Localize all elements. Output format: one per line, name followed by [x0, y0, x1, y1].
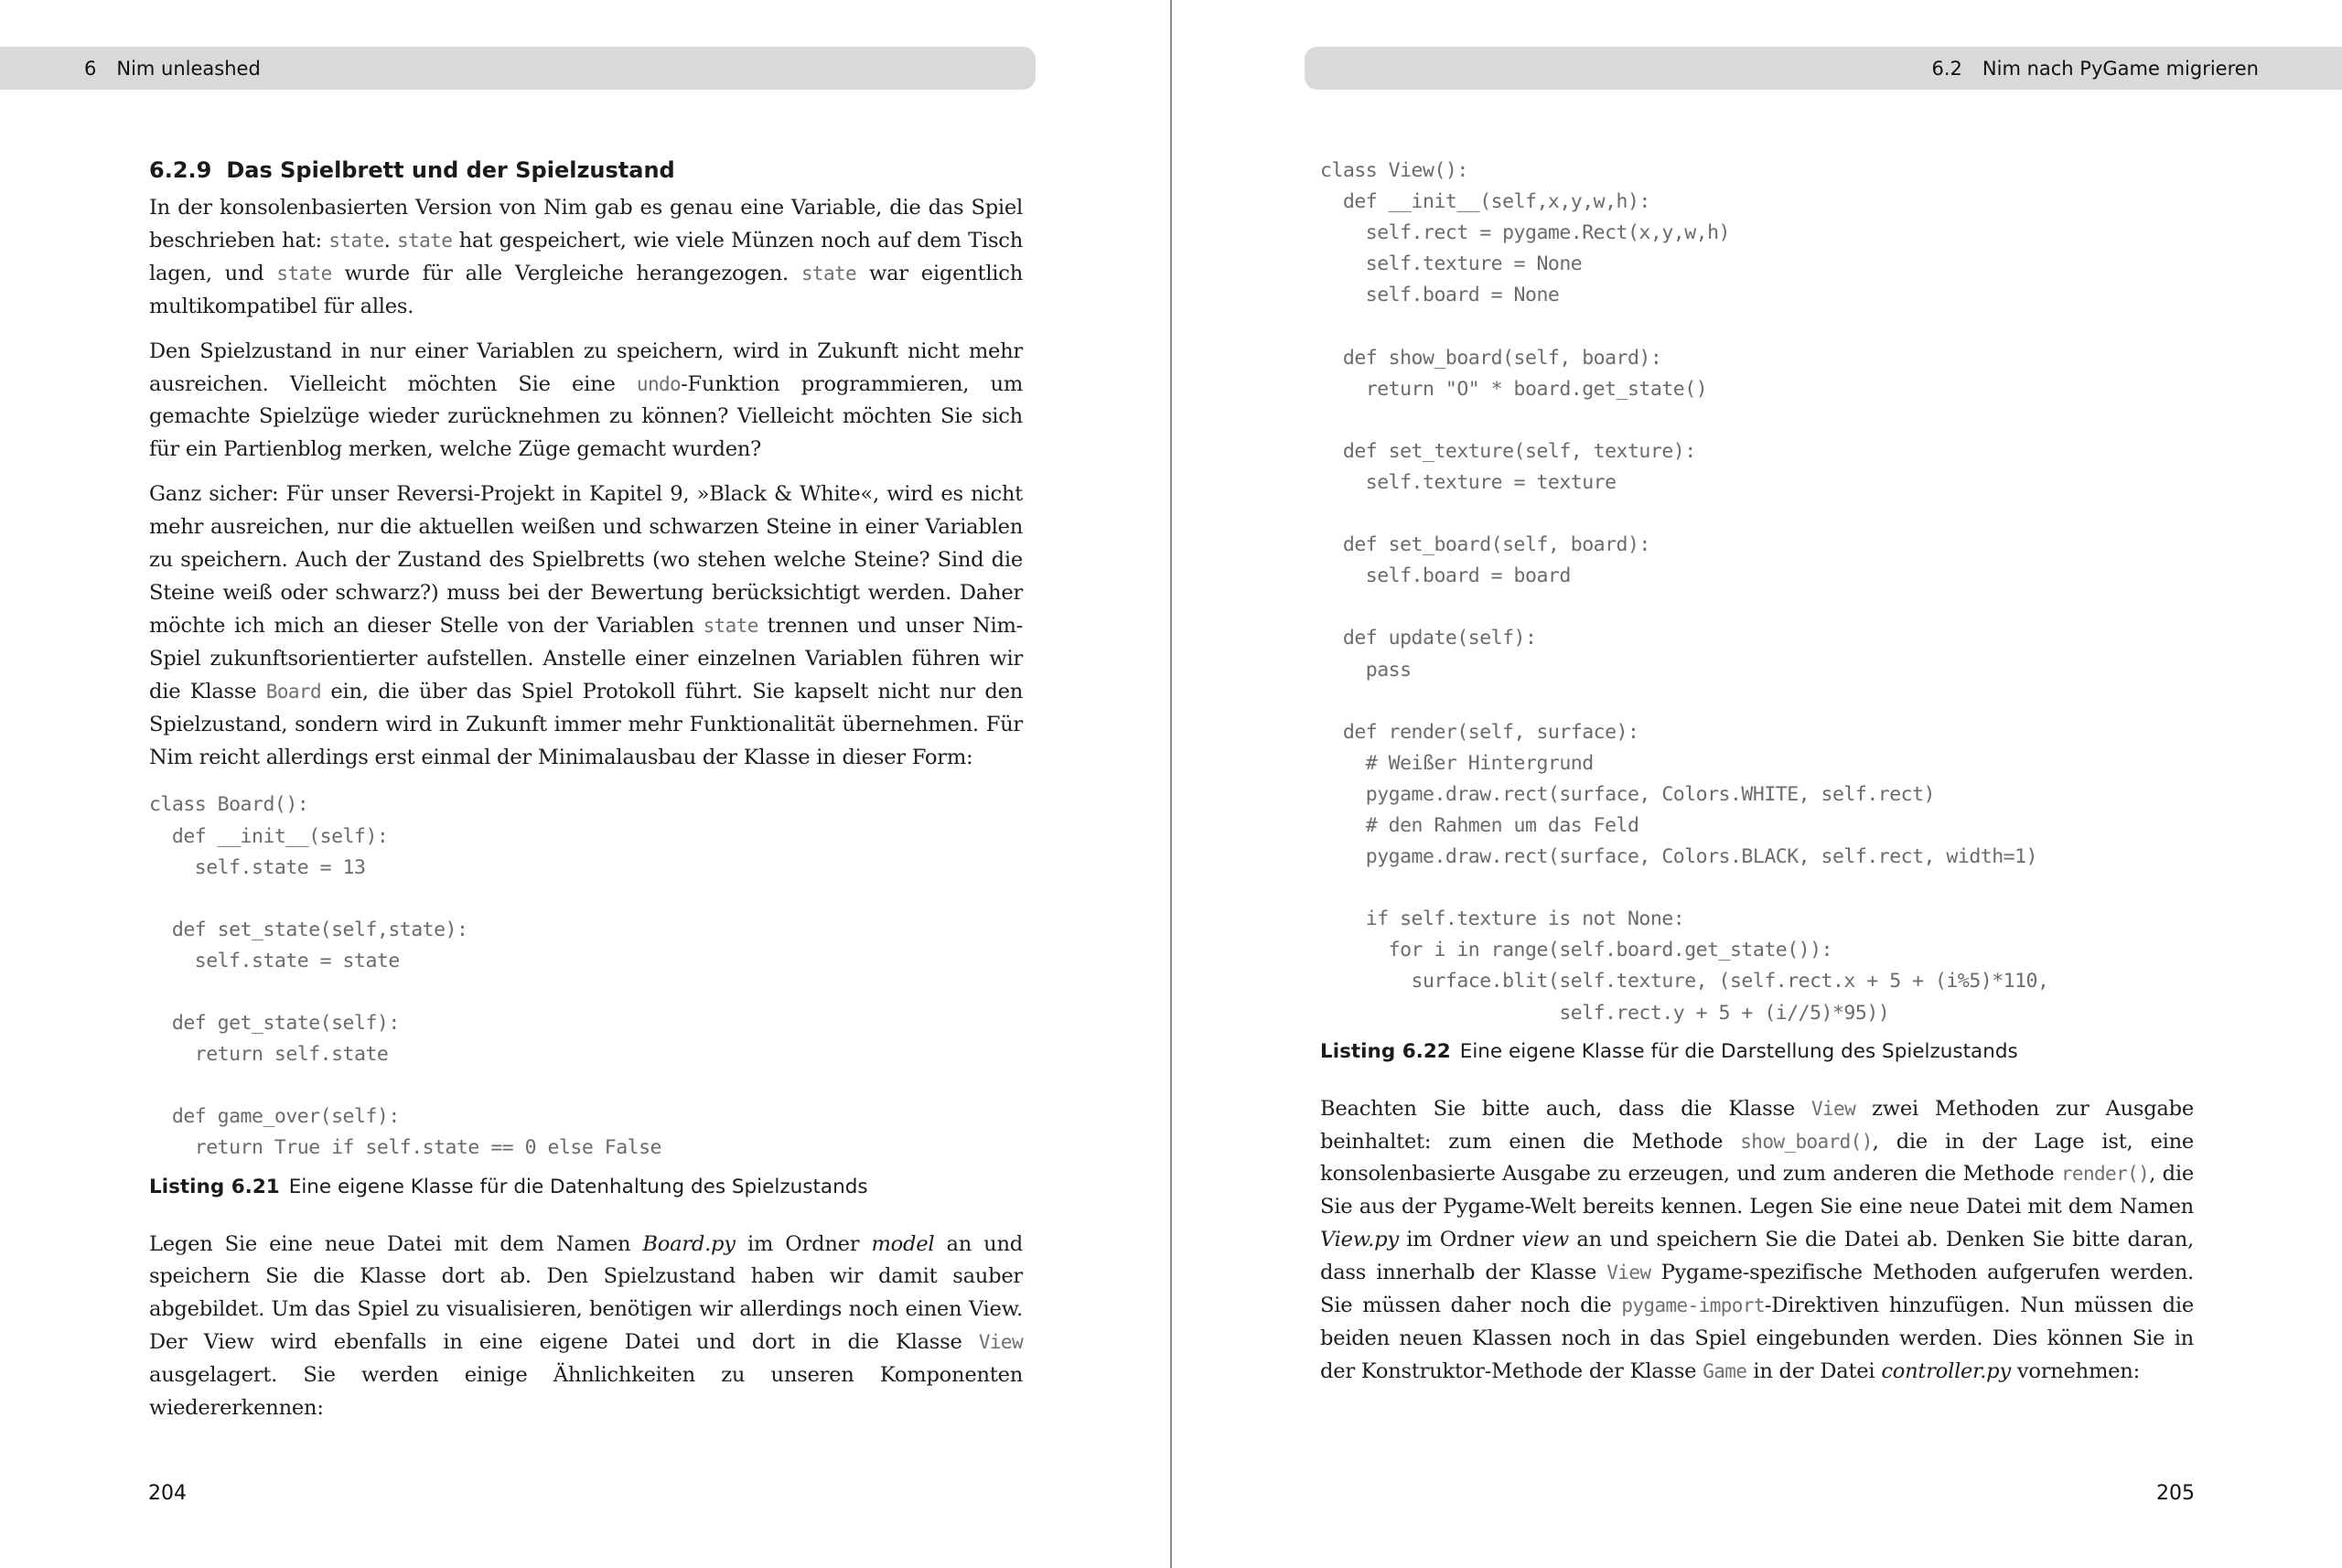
inline-code: View	[978, 1331, 1023, 1354]
text-run: ein, die über das Spiel Protokoll führt. Sie kapselt nicht nur den Spielzustand, sondern wird in Zukunft immer mehr Funktionalität übernehmen. Für Nim reicht allerdings erst einmal der Minimalausbau der Klasse in dieser Form:	[149, 679, 1023, 769]
inline-code: View	[1606, 1262, 1651, 1284]
filename: View.py	[1320, 1228, 1399, 1252]
code-line: self.state = state	[149, 949, 400, 972]
code-line: surface.blit(self.texture, (self.rect.x + 5 + (i%5)*110,	[1320, 970, 2049, 993]
code-line	[1320, 592, 2194, 623]
inline-code: undo	[636, 372, 682, 395]
text-run: Beachten Sie bitte auch, dass die Klasse	[1320, 1096, 1811, 1121]
paragraph	[1320, 1093, 2194, 1389]
code-line	[1320, 499, 2194, 530]
text-run: in der Datei	[1746, 1359, 1882, 1383]
code-line: def set_board(self, board):	[1320, 533, 1650, 557]
text-run: hat gespeichert, wie viele Münzen noch auf dem Tisch lagen, und	[149, 228, 1023, 285]
listing-label: Listing 6.21	[149, 1175, 280, 1198]
code-line	[1320, 405, 2194, 436]
inline-code: Board	[265, 680, 321, 703]
inline-code: state	[800, 262, 857, 285]
code-line	[1320, 873, 2194, 904]
section-number: 6.2	[1931, 57, 1962, 80]
text-run: vornehmen:	[2010, 1359, 2140, 1383]
text-run: Den Spielzustand in nur einer Variablen zu speichern, wird in Zukunft nicht mehr ausreichen. Vielleicht möchten Sie eine	[149, 338, 1023, 396]
code-line: def __init__(self,x,y,w,h):	[1320, 190, 1650, 214]
code-line: class Board():	[149, 793, 309, 817]
inline-code: state	[328, 229, 384, 252]
left-content	[149, 154, 1023, 1437]
code-line: if self.texture is not None:	[1320, 908, 1685, 931]
inline-code: Game	[1703, 1359, 1747, 1382]
right-page	[1172, 0, 2342, 1568]
code-line: def render(self, surface):	[1320, 720, 1639, 744]
text-run: , die in der Lage ist, eine konsolenbasierte Ausgabe zu erzeugen, und zum anderen die Methode	[1320, 1129, 2194, 1187]
text-run: , die Sie aus der Pygame-Welt bereits kennen. Legen Sie eine neue Datei mit dem Namen	[1320, 1162, 2194, 1219]
text-run: im Ordner	[1398, 1228, 1522, 1252]
text-run: .	[383, 228, 398, 252]
section-title: Das Spielbrett und der Spielzustand	[226, 157, 675, 183]
code-line: self.rect = pygame.Rect(x,y,w,h)	[1320, 221, 1730, 245]
code-line: def set_state(self,state):	[149, 918, 468, 941]
folder-name: view	[1521, 1228, 1569, 1252]
text-run: an und speichern Sie die Klasse dort ab. Den Spielzustand haben wir damit sauber abgebildet. Um das Spiel zu visualisieren, benötigen wir allerdings noch einen View. Der View wird ebenfalls in eine eigene Datei und dort in die Klasse	[149, 1231, 1023, 1355]
code-line: pass	[1320, 658, 1412, 682]
code-line: for i in range(self.board.get_state()):	[1320, 939, 1832, 962]
folder-name: model	[871, 1231, 935, 1256]
inline-code: pygame-import	[1621, 1294, 1765, 1317]
code-line: return self.state	[149, 1043, 389, 1067]
code-line: self.state = 13	[149, 855, 366, 879]
text-run: an und speichern Sie die Datei ab. Denken Sie bitte daran, dass innerhalb der Klasse	[1320, 1228, 2194, 1285]
right-content	[1320, 156, 2194, 1401]
page-number: 204	[148, 1482, 187, 1505]
code-line: return "O" * board.get_state()	[1320, 377, 1708, 401]
left-page	[0, 0, 1170, 1568]
inline-code: View	[1810, 1097, 1856, 1120]
listing-label: Listing 6.22	[1320, 1039, 1451, 1063]
code-line: self.rect.y + 5 + (i//5)*95))	[1320, 1001, 1890, 1025]
listing-caption-text: Eine eigene Klasse für die Datenhaltung des Spielzustands	[288, 1175, 868, 1198]
code-line: # Weißer Hintergrund	[1320, 751, 1594, 775]
text-run: war eigentlich multikompatibel für alles.	[149, 261, 1023, 318]
code-line: def __init__(self):	[149, 824, 389, 848]
filename: Board.py	[642, 1231, 736, 1256]
text-run: Ganz sicher: Für unser Reversi-Projekt in Kapitel 9, »Black & White«, wird es nicht mehr ausreichen, nur die aktuellen weißen und schwarzen Steine in einer Variablen zu speichern. Auch der Zustand des Spielbretts (wo stehen welche Steine? Sind die Steine weiß oder schwarz?) muss bei der Bewertung berücksichtigt werden. Daher möchte ich mich an dieser Stelle von der Variablen	[149, 482, 1023, 638]
code-line: pygame.draw.rect(surface, Colors.WHITE, self.rect)	[1320, 782, 1935, 806]
code-line: self.board = board	[1320, 564, 1571, 588]
paragraph	[149, 192, 1023, 324]
code-line: class View():	[1320, 159, 1468, 182]
inline-code: show_board()	[1740, 1130, 1873, 1153]
text-run: im Ordner	[735, 1231, 872, 1256]
chapter-number: 6	[84, 57, 97, 80]
inline-code: state	[397, 229, 453, 252]
paragraph	[149, 478, 1023, 774]
code-line	[149, 977, 1023, 1008]
inline-code: render()	[2060, 1163, 2150, 1186]
code-listing	[149, 789, 1023, 1164]
chapter-title: Nim unleashed	[116, 57, 261, 80]
listing-caption	[1320, 1036, 2194, 1068]
inline-code: state	[703, 614, 758, 637]
listing-caption	[149, 1172, 1023, 1203]
code-line: self.board = None	[1320, 284, 1560, 307]
code-line: pygame.draw.rect(surface, Colors.BLACK, self.rect, width=1)	[1320, 845, 2037, 869]
text-run: In der konsolenbasierten Version von Nim gab es genau eine Variable, die das Spiel beschrieben hat:	[149, 196, 1023, 252]
code-line	[149, 884, 1023, 915]
filename: controller.py	[1881, 1359, 2011, 1383]
code-line	[1320, 311, 2194, 342]
text-run: trennen und unser Nim-Spiel zukunftsorientierter aufstellen. Anstelle einer einzelnen Variablen führen wir die Klasse	[149, 613, 1024, 703]
code-line	[1320, 686, 2194, 717]
text-run: Pygame-spezifische Methoden aufgerufen werden. Sie müssen daher noch die	[1320, 1261, 2194, 1318]
code-line: return True if self.state == 0 else False	[149, 1136, 661, 1160]
section-title: Nim nach PyGame migrieren	[1982, 57, 2259, 80]
section-number: 6.2.9	[149, 157, 212, 183]
running-header	[0, 47, 1036, 90]
paragraph	[149, 1229, 1023, 1425]
running-header	[1305, 47, 2342, 90]
section-heading	[149, 154, 1023, 187]
code-line: def set_texture(self, texture):	[1320, 439, 1696, 463]
code-line: # den Rahmen um das Feld	[1320, 813, 1639, 837]
text-run: wurde für alle Vergleiche herangezogen.	[331, 261, 801, 285]
code-line: def get_state(self):	[149, 1012, 400, 1036]
code-line	[149, 1070, 1023, 1101]
paragraph	[149, 336, 1023, 467]
page-number: 205	[2156, 1482, 2195, 1505]
code-line: def show_board(self, board):	[1320, 346, 1662, 370]
text-run: -Direktiven hinzufügen. Nun müssen die beiden neuen Klassen noch in das Spiel eingebunden werden. Dies können Sie in der Konstruktor-Methode der Klasse	[1320, 1294, 2194, 1383]
code-line: self.texture = texture	[1320, 470, 1617, 494]
code-line: self.texture = None	[1320, 252, 1583, 276]
listing-caption-text: Eine eigene Klasse für die Darstellung des Spielzustands	[1459, 1039, 2018, 1063]
text-run: ausgelagert. Sie werden einige Ähnlichkeiten zu unseren Komponenten wiedererkennen:	[149, 1363, 1023, 1421]
text-run: Legen Sie eine neue Datei mit dem Namen	[149, 1231, 643, 1256]
code-line: def update(self):	[1320, 627, 1537, 650]
text-run: -Funktion programmieren, um gemachte Spielzüge wieder zurücknehmen zu können? Vielleicht möchten Sie sich für ein Partienblog merken, welche Züge gemacht wurden?	[149, 371, 1023, 462]
text-run: zwei Methoden zur Ausgabe beinhaltet: zum einen die Methode	[1320, 1096, 2194, 1154]
code-listing	[1320, 156, 2194, 1029]
inline-code: state	[276, 262, 332, 285]
code-line: def game_over(self):	[149, 1105, 400, 1129]
